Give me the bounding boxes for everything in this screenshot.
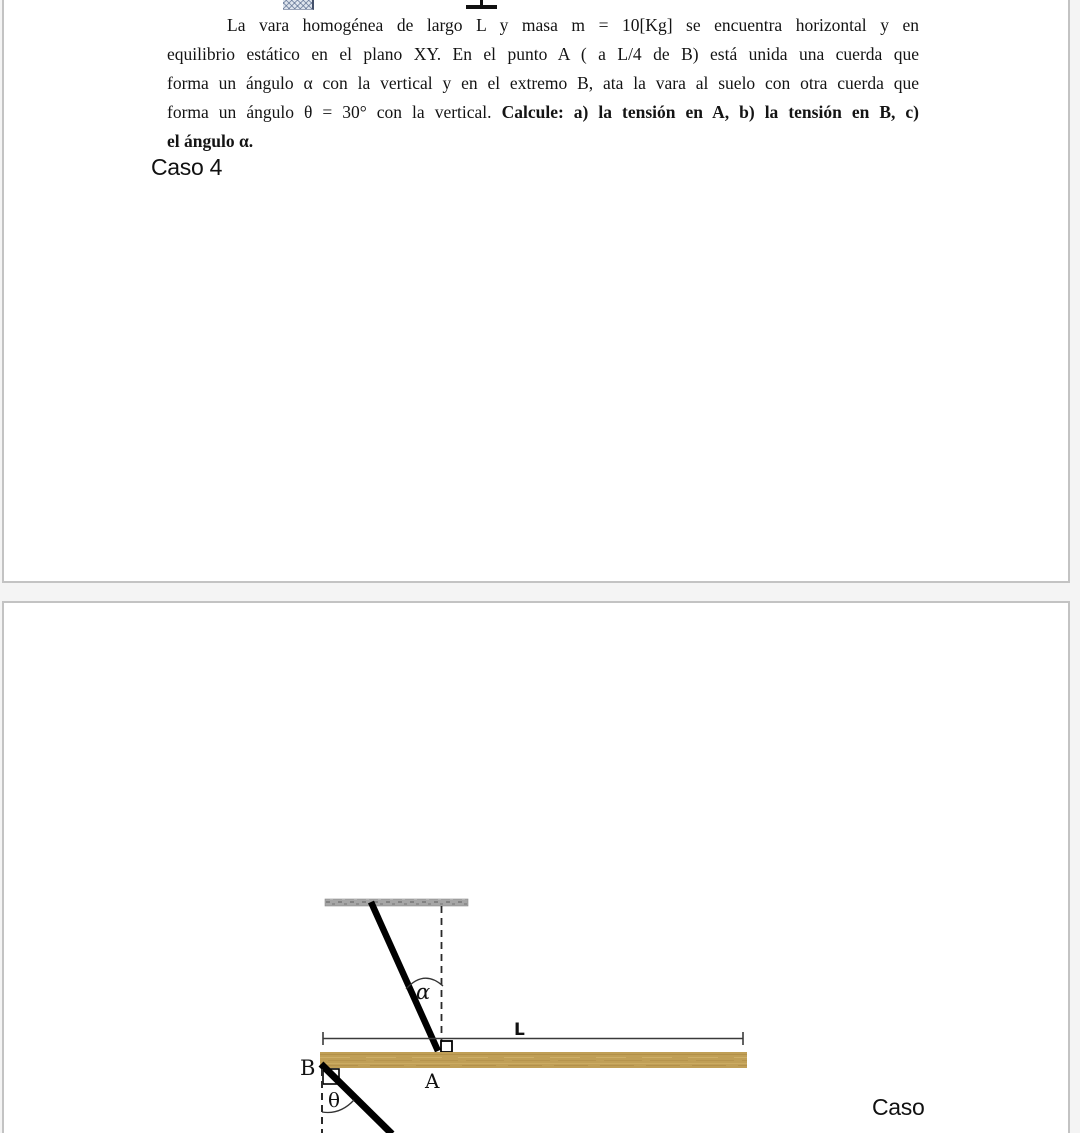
caso-4-label: Caso 4 (151, 154, 223, 180)
figure-remnant-hatched-block (283, 0, 314, 10)
problem-text-bold: Calcule: a) la tensión en A, b) la tensión en B, c) (501, 102, 919, 122)
theta-label: θ (328, 1088, 341, 1112)
problem-text-normal: forma un ángulo θ = 30° con la vertical. (167, 102, 502, 122)
problem-text-line (167, 69, 919, 98)
problem-text-line (167, 98, 919, 127)
problem-text-bold: el ángulo α. (167, 131, 254, 151)
point-a-label: A (425, 1069, 440, 1093)
problem-text-normal: La vara homogénea de largo L y masa m = 10[Kg] se encuentra horizontal y en (227, 15, 919, 35)
length-label: L (514, 1020, 525, 1040)
problem-text-line (167, 40, 919, 69)
problem-text-normal: forma un ángulo α con la vertical y en el extremo B, ata la vara al suelo con otra cuerda que (167, 73, 919, 93)
problem-statement (167, 11, 919, 156)
right-angle-marker-a (441, 1041, 452, 1052)
figure-remnant-hanger-tick (480, 0, 483, 6)
alpha-label: α (416, 980, 431, 1004)
problem-text-line (167, 127, 919, 156)
rope-a (371, 902, 438, 1051)
problem-text-line (167, 11, 919, 40)
point-b-label: B (300, 1056, 316, 1080)
caso-next-label: Caso (872, 1094, 925, 1120)
wooden-bar (320, 1052, 747, 1068)
ceiling-mount (325, 899, 468, 906)
problem-text-normal: equilibrio estático en el plano XY. En el punto A ( a L/4 de B) está unida una cuerda que (167, 44, 919, 64)
